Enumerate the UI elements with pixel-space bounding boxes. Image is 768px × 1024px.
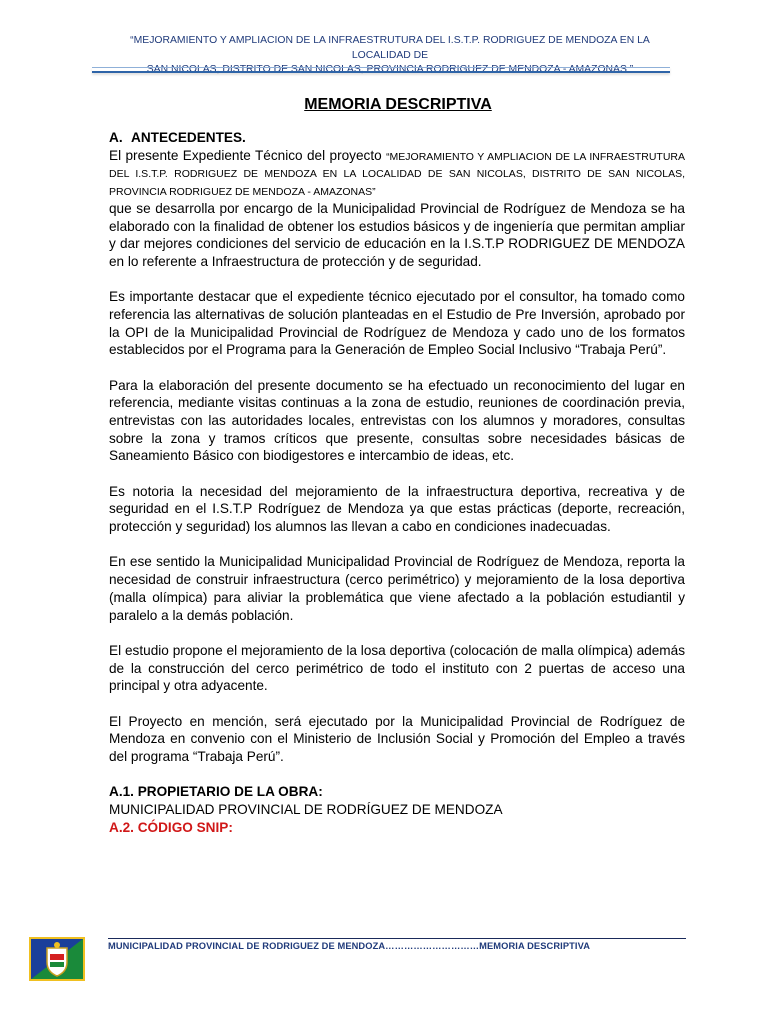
paragraph-4: En ese sentido la Municipalidad Municipalidad Provincial de Rodríguez de Mendoza, reporta la necesidad de construir infraestructura (cerco perimétrico) y mejoramiento de la losa deportiva (malla olímpica) para aliviar la problemática que viene afectado a la población estudiantil y paralelo a la demás población.	[109, 554, 685, 623]
section-a-title: ANTECEDENTES.	[131, 130, 246, 145]
intro-project-name: “MEJORAMIENTO Y AMPLIACION DE LA INFRAESTRUTURA DEL I.S.T.P. RODRIGUEZ DE MENDOZA EN LA LOCALIDAD DE SAN NICOLAS, DISTRITO DE SAN NICOLAS, PROVINCIA RODRIGUEZ DE MENDOZA - AMAZONAS”	[109, 150, 685, 199]
paragraph-2: Para la elaboración del presente documento se ha efectuado un reconocimiento del lugar en referencia, mediante visitas continuas a la zona de estudio, reuniones de coordinación previa, entrevistas con las autoridades locales, entrevistas con los alumnos y moradores, consultas sobre la zona y tramos críticos que presente, consultas sobre necesidades básicas de Saneamiento Básico con biodigestores e intercambio de ideas, etc.	[109, 377, 685, 464]
document-body	[109, 129, 685, 836]
header-line-1: “MEJORAMIENTO Y AMPLIACION DE LA INFRAESTRUTURA DEL I.S.T.P. RODRIGUEZ DE MENDOZA EN LA LOCALIDAD DE	[130, 35, 650, 61]
municipal-coat-of-arms-icon	[28, 934, 86, 984]
footer-rule	[108, 938, 686, 939]
section-a-number: A.	[109, 130, 123, 145]
document-title: MEMORIA DESCRIPTIVA	[304, 96, 492, 113]
paragraph-1: Es importante destacar que el expediente técnico ejecutado por el consultor, ha tomado como referencia las alternativas de solución planteadas en el Estudio de Pre Inversión, aprobado por la OPI de la Municipalidad Provincial de Rodríguez de Mendoza y cado uno de los formatos establecidos por el Programa para la Generación de Empleo Social Inclusivo “Trabaja Perú”.	[109, 289, 685, 358]
paragraph-3: Es notoria la necesidad del mejoramiento de la infraestructura deportiva, recreativa y de seguridad en el I.S.T.P Rodríguez de Mendoza ya que estas prácticas (deporte, recreación, protección y seguridad) los alumnos las llevan a cabo en condiciones inadecuadas.	[109, 483, 685, 535]
paragraph-6: El Proyecto en mención, será ejecutado por la Municipalidad Provincial de Rodríguez de Mendoza en convenio con el Ministerio de Inclusión Social y Promoción del Empleo a través del programa “Trabaja Perú”.	[109, 713, 685, 764]
intro-rest: que se desarrolla por encargo de la Municipalidad Provincial de Rodríguez de Mendoza se ha elaborado con la finalidad de obtener los estudios básicos y de ingeniería que permitan ampliar y dar mejores condiciones del servicio de educación en la I.S.T.P RODRIGUEZ DE MENDOZA en lo referente a Infraestructura de protección y de seguridad.	[109, 200, 685, 269]
intro-paragraph	[109, 147, 685, 200]
a1-value: MUNICIPALIDAD PROVINCIAL DE RODRÍGUEZ DE MENDOZA	[109, 801, 503, 817]
footer-text: MUNICIPALIDAD PROVINCIAL DE RODRIGUEZ DE MENDOZA…………………………MEMORIA DESCRIPTIVA	[108, 941, 591, 951]
a2-heading: A.2. CÓDIGO SNIP:	[109, 819, 233, 835]
a1-heading: A.1. PROPIETARIO DE LA OBRA:	[109, 784, 323, 800]
header-rule	[92, 67, 670, 73]
intro-lead: El presente Expediente Técnico del proyecto	[109, 147, 387, 163]
paragraph-5: El estudio propone el mejoramiento de la losa deportiva (colocación de malla olímpica) además de la construcción del cerco perimétrico de todo el instituto con 2 puertas de acceso una principal y otra adyacente.	[109, 642, 685, 694]
header-line-2: SAN NICOLAS, DISTRITO DE SAN NICOLAS, PROVINCIA RODRIGUEZ DE MENDOZA - AMAZONAS ”	[146, 64, 634, 75]
section-a-heading	[109, 129, 685, 147]
